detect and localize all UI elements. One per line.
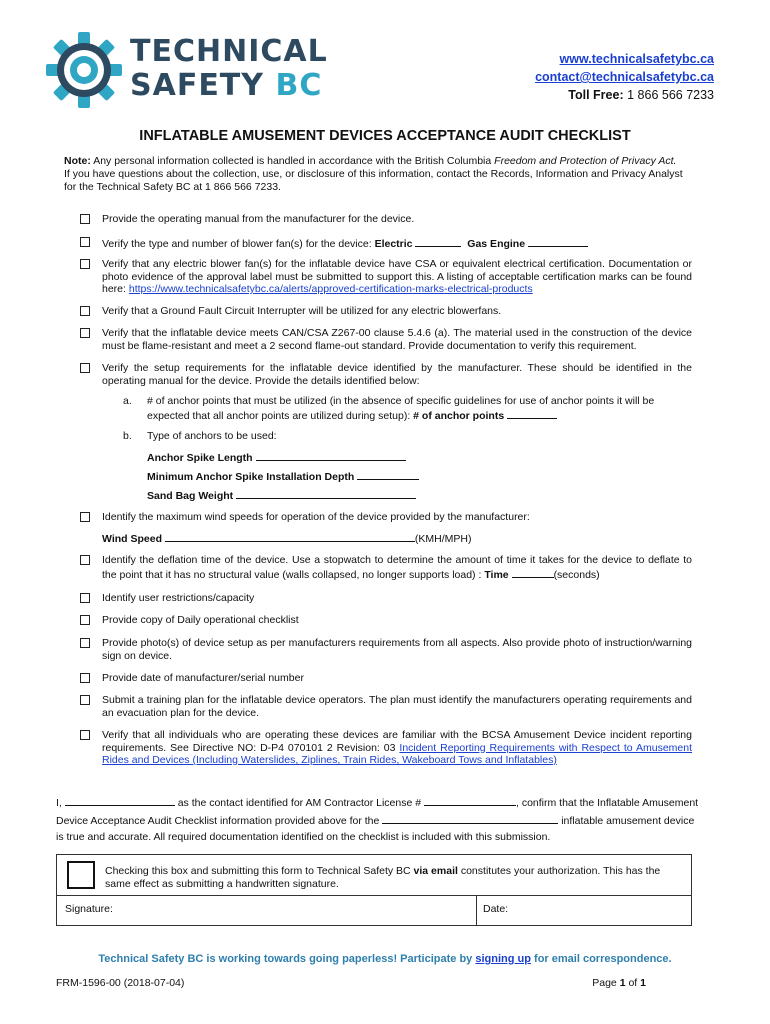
privacy-note <box>64 155 684 194</box>
checkbox[interactable] <box>80 615 90 625</box>
checklist-item-training-plan <box>80 694 692 719</box>
page-total: 1 <box>640 977 646 989</box>
declaration-text: I, <box>56 797 62 809</box>
sub-item-anchor-points <box>123 395 693 422</box>
item-text-main: Verify that all individuals who are operating these devices are familiar with the BCSA Amusement Device incident reporting requirements. See Directive NO: D-P4 070101 2 Revision: 03 <box>102 729 692 754</box>
incident-reporting-link[interactable]: Incident Reporting Requirements with Respect to Amusement Rides and Devices (Including Waterslides, Ziplines, Train Rides, Wakeboard Tows and Inflatables) <box>102 741 693 766</box>
paperless-banner <box>0 953 770 965</box>
checkbox[interactable] <box>80 730 90 740</box>
electric-count-field[interactable] <box>415 236 461 247</box>
logo-text-safety-bc <box>130 68 322 103</box>
authorization-text <box>105 865 675 891</box>
form-id: FRM-1596-00 (2018-07-04) <box>56 977 185 989</box>
declaration-line-3: is true and accurate. All required documentation identified on the checklist is included with this submission. <box>56 831 551 843</box>
checkbox[interactable] <box>80 638 90 648</box>
item-text: Verify that a Ground Fault Circuit Interrupter will be utilized for any electric blowerfans. <box>102 305 502 317</box>
checklist-item-daily-checklist <box>80 614 692 627</box>
auth-text-2: constitutes your authorization. This has the same effect as submitting a handwritten signature. <box>105 865 661 890</box>
note-act: Freedom and Protection of Privacy Act. <box>494 155 677 167</box>
electric-label: Electric <box>374 238 413 250</box>
gas-engine-count-field[interactable] <box>528 236 588 247</box>
sub-item-text <box>147 395 693 422</box>
anchor-spike-length-row <box>147 450 406 464</box>
anchor-spike-depth-field[interactable] <box>357 469 419 480</box>
anchor-points-label: # of anchor points <box>413 409 505 422</box>
divider <box>57 895 691 896</box>
note-text-2: If you have questions about the collection, use, or disclosure of this information, contact the Records, Information and Privacy Analyst for the Technical Safety BC at 1 866 566 7233. <box>64 168 683 193</box>
certification-marks-link[interactable]: https://www.technicalsafetybc.ca/alerts/approved-certification-marks-electrical-products <box>128 283 533 295</box>
anchor-spike-length-field[interactable] <box>256 450 406 461</box>
item-text: Verify that the inflatable device meets CAN/CSA Z267-00 clause 5.4.6 (a). The material used in the construction of the device must be flame-resistant and meet a 2 second flame-out standard. Provide documentation to verify this requirement. <box>102 327 692 352</box>
declaration-line-2 <box>56 813 694 827</box>
note-text-1: Any personal information collected is handled in accordance with the British Columbia <box>93 155 492 167</box>
checkbox[interactable] <box>80 214 90 224</box>
signature-field[interactable]: Signature: <box>65 903 113 915</box>
item-text: Identify the maximum wind speeds for operation of the device provided by the manufacturer: <box>102 511 530 523</box>
declaration-text: Device Acceptance Audit Checklist information provided above for the <box>56 815 380 827</box>
wind-speed-field[interactable] <box>165 531 415 542</box>
time-field[interactable] <box>512 567 554 578</box>
item-text <box>102 236 692 251</box>
page-number <box>592 977 646 989</box>
sub-item-letter: a. <box>123 395 132 407</box>
checkbox[interactable] <box>80 328 90 338</box>
wind-speed-label: Wind Speed <box>102 533 162 545</box>
paperless-text-1: Technical Safety BC is working towards going paperless! Participate by <box>98 953 473 965</box>
wind-speed-unit: (KMH/MPH) <box>414 533 472 545</box>
sub-item-text-main: # of anchor points that must be utilized (in the absence of specific guidelines for use of anchor points it will be expected that all anchor points are utilized during setup): <box>147 395 655 422</box>
logo-text-bc: BC <box>275 68 323 103</box>
checklist-item-setup-requirements <box>80 362 692 387</box>
wind-speed-row <box>102 531 472 545</box>
item-text: Submit a training plan for the inflatable device operators. The plan must identify the manufacturers operating requirements and an evacuation plan for the device. <box>102 694 692 719</box>
technical-safety-bc-logo <box>44 30 328 108</box>
item-text: Provide the operating manual from the manufacturer for the device. <box>102 213 415 225</box>
sand-bag-weight-label: Sand Bag Weight <box>147 490 234 502</box>
email-link[interactable]: contact@technicalsafetybc.ca <box>535 70 714 84</box>
anchor-spike-length-label: Anchor Spike Length <box>147 452 253 464</box>
checklist-item-gfci <box>80 305 692 318</box>
license-number-field[interactable] <box>424 795 516 806</box>
contact-name-field[interactable] <box>65 795 175 806</box>
item-text-main: Verify the type and number of blower fan(s) for the device: <box>102 238 372 250</box>
checkbox[interactable] <box>80 512 90 522</box>
anchor-spike-depth-row <box>147 469 419 483</box>
declaration-text: , confirm that the Inflatable Amusement <box>516 797 699 809</box>
sand-bag-weight-field[interactable] <box>236 488 416 499</box>
checklist-item-deflation-time <box>80 554 692 581</box>
website-link[interactable]: www.technicalsafetybc.ca <box>559 52 714 66</box>
checkbox[interactable] <box>80 593 90 603</box>
toll-free-line <box>535 86 714 104</box>
checkbox[interactable] <box>80 259 90 269</box>
page-word: Page <box>592 977 617 989</box>
sand-bag-weight-row <box>147 488 416 502</box>
contact-block <box>535 50 714 104</box>
item-text: Provide date of manufacturer/serial number <box>102 672 304 684</box>
checklist-item-user-restrictions <box>80 592 692 605</box>
checklist-item-electrical-certification <box>80 258 692 296</box>
sub-item-anchor-type <box>123 430 693 443</box>
item-text <box>102 729 692 767</box>
anchor-points-field[interactable] <box>507 408 557 419</box>
device-name-field[interactable] <box>382 813 558 824</box>
toll-free-number: 1 866 566 7233 <box>627 88 714 102</box>
of-word: of <box>628 977 638 989</box>
checkbox[interactable] <box>80 695 90 705</box>
page-current: 1 <box>619 977 626 989</box>
divider <box>476 895 477 925</box>
toll-free-label: Toll Free: <box>568 88 624 102</box>
checklist-item-photos <box>80 637 692 662</box>
date-field[interactable]: Date: <box>483 903 509 915</box>
declaration-text: as the contact identified for AM Contractor License # <box>177 797 422 809</box>
checkbox[interactable] <box>80 306 90 316</box>
item-text-main: Verify that any electric blower fan(s) for the inflatable device have CSA or equivalent electrical certification. Documentation or photo evidence of the approval label must be submitted to support this. A listing of acceptable certification marks can be found here: <box>102 258 692 295</box>
item-text: Provide photo(s) of device setup as per manufacturers requirements from all aspects. Also provide photo of instruction/warning sign on device. <box>102 637 692 662</box>
declaration-line-1 <box>56 795 698 809</box>
item-text: Provide copy of Daily operational checklist <box>102 614 299 626</box>
time-label: Time <box>484 568 509 581</box>
checklist-item-blower-fans <box>80 236 692 251</box>
checkbox[interactable] <box>80 555 90 565</box>
checklist-item-manufacture-date <box>80 672 692 685</box>
form-title: INFLATABLE AMUSEMENT DEVICES ACCEPTANCE AUDIT CHECKLIST <box>139 128 631 144</box>
item-text <box>102 258 692 296</box>
checkbox[interactable] <box>80 363 90 373</box>
sub-item-letter: b. <box>123 430 132 442</box>
checkbox[interactable] <box>80 237 90 247</box>
auth-text-bold: via email <box>413 865 458 877</box>
declaration-text: inflatable amusement device <box>561 815 695 827</box>
note-label: Note: <box>64 155 91 167</box>
item-text-main: Identify the deflation time of the device. Use a stopwatch to determine the amount of time it takes for the device to deflate to the point that it has no structural value (walls collapsed, no longer supports load) : <box>102 554 692 581</box>
paperless-text-2: for email correspondence. <box>534 953 672 965</box>
anchor-spike-depth-label: Minimum Anchor Spike Installation Depth <box>147 471 355 483</box>
sub-item-text: Type of anchors to be used: <box>147 430 277 442</box>
sign-up-link[interactable]: signing up <box>475 953 531 965</box>
logo-text-safety: SAFETY <box>130 68 264 103</box>
item-text <box>102 554 692 581</box>
checklist-item-wind-speed <box>80 511 692 524</box>
checklist-item-flame-resistance <box>80 327 692 352</box>
item-text: Identify user restrictions/capacity <box>102 592 255 604</box>
auth-text-1: Checking this box and submitting this form to Technical Safety BC <box>105 865 411 877</box>
time-unit: (seconds) <box>553 568 600 581</box>
authorization-box <box>56 854 692 926</box>
checkbox[interactable] <box>80 673 90 683</box>
gas-engine-label: Gas Engine <box>467 238 526 250</box>
gear-logo-icon <box>44 30 124 110</box>
logo-text-technical: TECHNICAL <box>130 34 328 69</box>
checklist-item-operating-manual <box>80 213 692 226</box>
item-text: Verify the setup requirements for the inflatable device identified by the manufacturer. These should be identified in the operating manual for the device. Provide the details identified below: <box>102 362 692 387</box>
checklist-item-incident-reporting <box>80 729 692 767</box>
authorization-checkbox[interactable] <box>67 861 95 889</box>
